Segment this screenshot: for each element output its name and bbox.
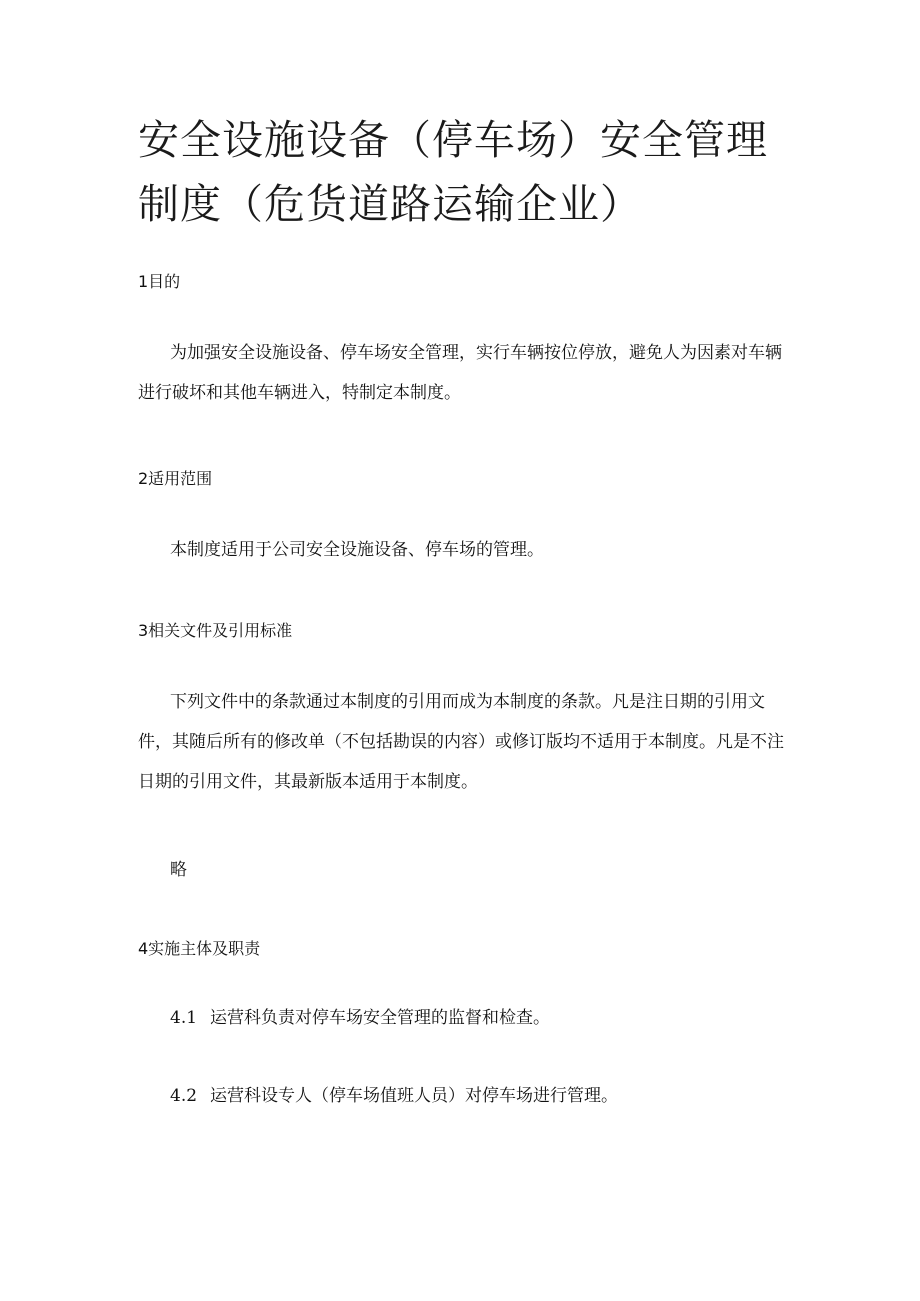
item-text: 运营科负责对停车场安全管理的监督和检查。 — [210, 1008, 550, 1028]
section-heading-references: 3相关文件及引用标准 — [138, 621, 293, 640]
list-item — [170, 1084, 618, 1108]
section-heading-purpose: 1目的 — [138, 272, 181, 291]
item-number: 4.2 — [170, 1086, 198, 1106]
item-number: 4.1 — [170, 1008, 198, 1028]
section-note-omitted: 略 — [170, 860, 187, 880]
list-item — [170, 1006, 550, 1030]
section-heading-scope: 2适用范围 — [138, 469, 213, 488]
section-paragraph-purpose: 为加强安全设施设备、停车场安全管理，实行车辆按位停放，避免人为因素对车辆进行破坏和其他车辆进入，特制定本制度。 — [138, 343, 782, 403]
section-paragraph-scope: 本制度适用于公司安全设施设备、停车场的管理。 — [170, 540, 544, 560]
item-text: 运营科设专人（停车场值班人员）对停车场进行管理。 — [210, 1086, 618, 1106]
document-title: 安全设施设备（停车场）安全管理制度（危货道路运输企业） — [138, 116, 768, 228]
section-heading-responsibilities: 4实施主体及职责 — [138, 939, 261, 958]
section-paragraph-references: 下列文件中的条款通过本制度的引用而成为本制度的条款。凡是注日期的引用文件，其随后所有的修改单（不包括勘误的内容）或修订版均不适用于本制度。凡是不注日期的引用文件，其最新版本适用于本制度。 — [138, 692, 784, 792]
